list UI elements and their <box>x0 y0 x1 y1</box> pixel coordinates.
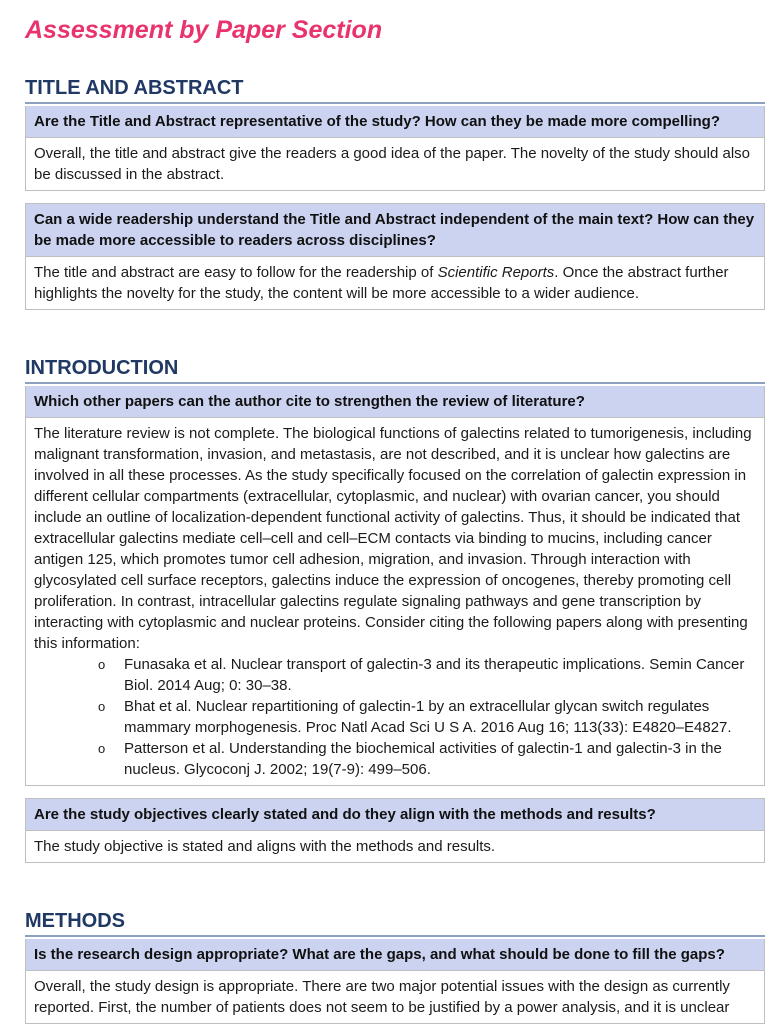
citation-item: o Patterson et al. Understanding the biochemical activities of galectin-1 and galectin-3 in the nucleus. Glycoconj J. 2002; 19(7-9): 499–506. <box>34 738 756 780</box>
document-title: Assessment by Paper Section <box>25 16 383 44</box>
question-research-design: Is the research design appropriate? What are the gaps, and what should be done to fill the gaps? <box>26 939 764 971</box>
answer-literature-review <box>26 418 764 785</box>
qa-block-title-representative <box>25 106 765 191</box>
section-introduction <box>25 356 765 863</box>
citation-item: o Bhat et al. Nuclear repartitioning of galectin-1 by an extracellular glycan switch regulates mammary morphogenesis. Proc Natl Acad Sci U S A. 2016 Aug 16; 113(33): E4820–E4827. <box>34 696 756 738</box>
answer-title-representative: Overall, the title and abstract give the readers a good idea of the paper. The novelty of the study should also be discussed in the abstract. <box>26 138 764 190</box>
question-study-objectives: Are the study objectives clearly stated and do they align with the methods and results? <box>26 799 764 831</box>
section-heading-title-and-abstract: TITLE AND ABSTRACT <box>25 76 765 104</box>
journal-name-italic: Scientific Reports <box>437 264 555 281</box>
answer-text-part: The title and abstract are easy to follow for the readership of <box>34 264 438 281</box>
citation-item: o Funasaka et al. Nuclear transport of galectin-3 and its therapeutic implications. Semin Cancer Biol. 2014 Aug; 0: 30–38. <box>34 654 756 696</box>
section-heading-methods: METHODS <box>25 909 765 937</box>
section-methods <box>25 909 765 1024</box>
answer-wide-readership <box>26 257 764 309</box>
qa-block-literature-review <box>25 386 765 786</box>
citation-list <box>34 654 756 780</box>
question-wide-readership: Can a wide readership understand the Title and Abstract independent of the main text? How can they be made more accessible to readers across disciplines? <box>26 204 764 257</box>
question-title-representative: Are the Title and Abstract representative of the study? How can they be made more compelling? <box>26 106 764 138</box>
qa-block-study-objectives <box>25 798 765 863</box>
answer-study-objectives: The study objective is stated and aligns with the methods and results. <box>26 831 764 862</box>
qa-block-wide-readership <box>25 203 765 310</box>
answer-research-design: Overall, the study design is appropriate. There are two major potential issues with the design as currently reported. First, the number of patients does not seem to be justified by a power analysis, and it is unclear <box>26 971 764 1023</box>
answer-text-part: . Once the abstract further highlights the novelty for the study, the content will be more accessible to a wider audience. <box>34 264 729 302</box>
section-heading-introduction: INTRODUCTION <box>25 356 765 384</box>
qa-block-research-design <box>25 939 765 1024</box>
answer-paragraph: The literature review is not complete. The biological functions of galectins related to tumorigenesis, including malignant transformation, invasion, and metastasis, are not described, and it is unclear how galectins are involved in all these processes. As the study specifically focused on the correlation of galectin expression in different cellular compartments (extracellular, cytoplasmic, and nuclear) with ovarian cancer, you should include an outline of localization-dependent functional activity of galectins. Thus, it should be indicated that extracellular galectins mediate cell–cell and cell–ECM contacts via binding to mucins, including cancer antigen 125, which promotes tumor cell adhesion, migration, and invasion. Through interaction with glycosylated cell surface receptors, galectins induce the expression of oncogenes, thereby promoting cell proliferation. In contrast, intracellular galectins regulate signaling pathways and gene transcription by interacting with cytoplasmic and nuclear proteins. Consider citing the following papers along with presenting this information: <box>34 425 752 652</box>
question-literature-review: Which other papers can the author cite to strengthen the review of literature? <box>26 386 764 418</box>
section-title-and-abstract <box>25 76 765 310</box>
